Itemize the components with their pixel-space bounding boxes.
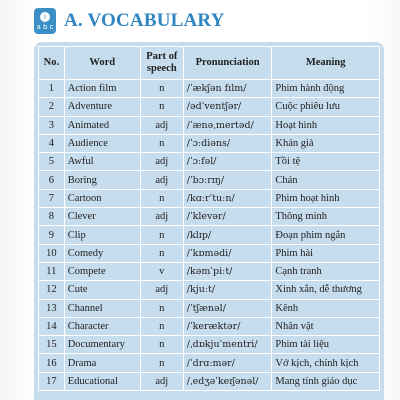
cell-pronunciation: /ˈdrɑːmər/ bbox=[183, 354, 272, 372]
table-row bbox=[39, 244, 380, 262]
table-body bbox=[39, 80, 380, 391]
cell-pronunciation: /ədˈventʃər/ bbox=[183, 98, 272, 116]
cell-no: 16 bbox=[39, 354, 65, 372]
table-row bbox=[39, 299, 380, 317]
header-word: Word bbox=[64, 47, 140, 80]
cell-no: 4 bbox=[39, 134, 65, 152]
cell-pronunciation: /ˈkeræktər/ bbox=[183, 317, 272, 335]
cell-word: Animated bbox=[64, 116, 140, 134]
cell-no: 17 bbox=[39, 372, 65, 390]
cell-no: 3 bbox=[39, 116, 65, 134]
cell-part-of-speech: adj bbox=[140, 281, 183, 299]
abc-book-icon bbox=[34, 8, 56, 34]
cell-no: 8 bbox=[39, 208, 65, 226]
section-title: A. VOCABULARY bbox=[64, 10, 225, 31]
cell-pronunciation: /ˌdɒkjuˈmentri/ bbox=[183, 336, 272, 354]
cell-meaning: Nhân vật bbox=[272, 317, 380, 335]
icon-dot: i bbox=[40, 12, 50, 22]
cell-part-of-speech: n bbox=[140, 226, 183, 244]
table-row bbox=[39, 208, 380, 226]
cell-no: 14 bbox=[39, 317, 65, 335]
cell-word: Channel bbox=[64, 299, 140, 317]
cell-meaning: Tồi tệ bbox=[272, 153, 380, 171]
table-row bbox=[39, 372, 380, 390]
cell-part-of-speech: adj bbox=[140, 208, 183, 226]
cell-no: 11 bbox=[39, 262, 65, 280]
cell-word: Cute bbox=[64, 281, 140, 299]
cell-part-of-speech: n bbox=[140, 299, 183, 317]
cell-word: Drama bbox=[64, 354, 140, 372]
header-pos-line2: speech bbox=[146, 63, 177, 74]
cell-pronunciation: /ˈklevər/ bbox=[183, 208, 272, 226]
cell-pronunciation: /ˌedʒəˈkeɪʃənəl/ bbox=[183, 372, 272, 390]
cell-pronunciation: /kjuːt/ bbox=[183, 281, 272, 299]
cell-word: Action film bbox=[64, 80, 140, 98]
cell-part-of-speech: adj bbox=[140, 171, 183, 189]
cell-meaning: Phim hoạt hình bbox=[272, 189, 380, 207]
cell-pronunciation: /ˈtʃænəl/ bbox=[183, 299, 272, 317]
cell-pronunciation: /ˈænəˌmertəd/ bbox=[183, 116, 272, 134]
cell-meaning: Cuộc phiêu lưu bbox=[272, 98, 380, 116]
table-row bbox=[39, 354, 380, 372]
header-part-of-speech bbox=[140, 47, 183, 80]
table-row bbox=[39, 281, 380, 299]
cell-part-of-speech: n bbox=[140, 98, 183, 116]
header-no: No. bbox=[39, 47, 65, 80]
cell-word: Documentary bbox=[64, 336, 140, 354]
cell-word: Cartoon bbox=[64, 189, 140, 207]
cell-meaning: Thông minh bbox=[272, 208, 380, 226]
cell-no: 6 bbox=[39, 171, 65, 189]
cell-part-of-speech: n bbox=[140, 354, 183, 372]
cell-meaning: Phim hài bbox=[272, 244, 380, 262]
cell-word: Comedy bbox=[64, 244, 140, 262]
cell-word: Boring bbox=[64, 171, 140, 189]
section-header bbox=[34, 6, 225, 36]
header-pos-line1: Part of bbox=[146, 51, 178, 62]
table-row bbox=[39, 226, 380, 244]
cell-no: 9 bbox=[39, 226, 65, 244]
cell-part-of-speech: v bbox=[140, 262, 183, 280]
cell-meaning: Phim hành động bbox=[272, 80, 380, 98]
cell-part-of-speech: adj bbox=[140, 372, 183, 390]
cell-no: 13 bbox=[39, 299, 65, 317]
cell-no: 12 bbox=[39, 281, 65, 299]
cell-word: Audience bbox=[64, 134, 140, 152]
cell-meaning: Xinh xắn, dễ thương bbox=[272, 281, 380, 299]
icon-letters: a b c bbox=[36, 22, 54, 31]
cell-no: 7 bbox=[39, 189, 65, 207]
cell-pronunciation: /ˈɔːfəl/ bbox=[183, 153, 272, 171]
table-row bbox=[39, 189, 380, 207]
cell-meaning: Khán giả bbox=[272, 134, 380, 152]
table-header-row bbox=[39, 47, 380, 80]
cell-meaning: Hoạt hình bbox=[272, 116, 380, 134]
cell-meaning: Phim tài liệu bbox=[272, 336, 380, 354]
vocabulary-table-panel bbox=[34, 42, 384, 400]
cell-word: Awful bbox=[64, 153, 140, 171]
cell-part-of-speech: n bbox=[140, 317, 183, 335]
cell-part-of-speech: n bbox=[140, 336, 183, 354]
cell-part-of-speech: n bbox=[140, 134, 183, 152]
cell-pronunciation: /kɑːrˈtuːn/ bbox=[183, 189, 272, 207]
header-meaning: Meaning bbox=[272, 47, 380, 80]
table-row bbox=[39, 153, 380, 171]
cell-no: 2 bbox=[39, 98, 65, 116]
cell-meaning: Vở kịch, chính kịch bbox=[272, 354, 380, 372]
cell-no: 15 bbox=[39, 336, 65, 354]
cell-part-of-speech: adj bbox=[140, 153, 183, 171]
table-row bbox=[39, 317, 380, 335]
cell-pronunciation: /klɪp/ bbox=[183, 226, 272, 244]
table-row bbox=[39, 171, 380, 189]
vocabulary-table bbox=[38, 46, 380, 391]
table-row bbox=[39, 80, 380, 98]
cell-pronunciation: /kəmˈpiːt/ bbox=[183, 262, 272, 280]
cell-meaning: Đoạn phim ngắn bbox=[272, 226, 380, 244]
cell-no: 5 bbox=[39, 153, 65, 171]
cell-word: Clip bbox=[64, 226, 140, 244]
cell-part-of-speech: adj bbox=[140, 116, 183, 134]
header-pronunciation: Pronunciation bbox=[183, 47, 272, 80]
table-row bbox=[39, 116, 380, 134]
cell-part-of-speech: n bbox=[140, 189, 183, 207]
cell-part-of-speech: n bbox=[140, 80, 183, 98]
cell-meaning: Chán bbox=[272, 171, 380, 189]
cell-word: Compete bbox=[64, 262, 140, 280]
cell-word: Adventure bbox=[64, 98, 140, 116]
cell-part-of-speech: n bbox=[140, 244, 183, 262]
cell-pronunciation: /ˈkɒmədi/ bbox=[183, 244, 272, 262]
cell-meaning: Mang tính giáo dục bbox=[272, 372, 380, 390]
cell-pronunciation: /ˈækʃən fɪlm/ bbox=[183, 80, 272, 98]
table-row bbox=[39, 98, 380, 116]
cell-no: 10 bbox=[39, 244, 65, 262]
cell-word: Clever bbox=[64, 208, 140, 226]
table-row bbox=[39, 262, 380, 280]
cell-pronunciation: /ˈɔːdiəns/ bbox=[183, 134, 272, 152]
table-row bbox=[39, 336, 380, 354]
cell-meaning: Kênh bbox=[272, 299, 380, 317]
cell-pronunciation: /ˈbɔːrɪŋ/ bbox=[183, 171, 272, 189]
cell-word: Character bbox=[64, 317, 140, 335]
cell-meaning: Cạnh tranh bbox=[272, 262, 380, 280]
table-row bbox=[39, 134, 380, 152]
cell-word: Educational bbox=[64, 372, 140, 390]
cell-no: 1 bbox=[39, 80, 65, 98]
